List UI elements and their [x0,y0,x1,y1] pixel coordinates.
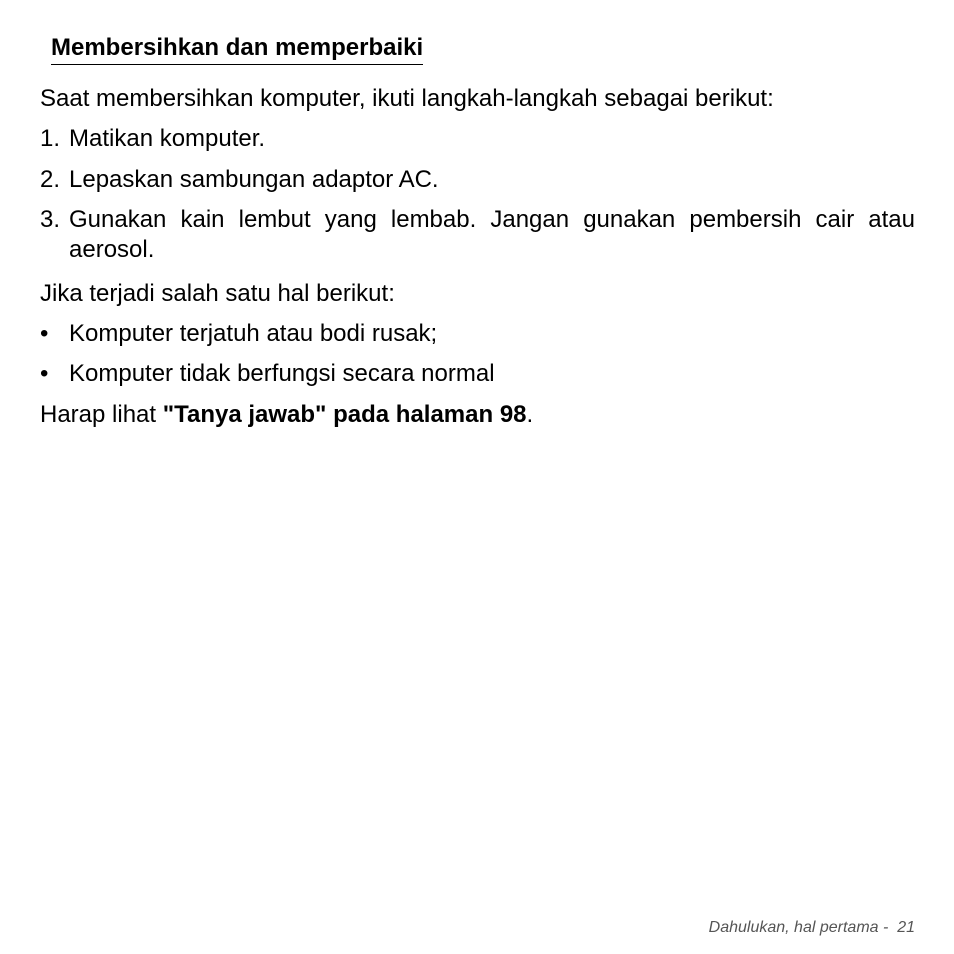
bullet-marker: • [40,320,49,347]
page-number: 21 [897,919,915,936]
step-text: Gunakan kain lembut yang lembab. Jangan gunakan pembersih cair atau aerosol. [69,206,915,263]
intro-paragraph: Saat membersihkan komputer, ikuti langkah-langkah sebagai berikut: [40,85,774,112]
bullet-text: Komputer tidak berfungsi secara normal [69,360,495,387]
bullet-text: Komputer terjatuh atau bodi rusak; [69,320,438,347]
page-footer [709,918,915,938]
step-text: Matikan komputer. [69,125,266,152]
step-number: 1. [40,125,61,152]
condition-intro: Jika terjadi salah satu hal berikut: [40,280,395,307]
bullet-item [40,319,915,349]
step-number: 3. [40,206,61,233]
section-heading: Membersihkan dan memperbaiki [51,33,423,65]
step-number: 2. [40,166,61,193]
footer-section: Dahulukan, hal pertama - [708,919,889,936]
bullet-marker: • [40,360,49,387]
reference-link[interactable]: "Tanya jawab" pada halaman 98 [162,401,527,428]
step-item [40,165,915,195]
step-text: Lepaskan sambungan adaptor AC. [69,166,439,193]
reference-paragraph [40,400,533,430]
reference-prefix: Harap lihat [40,401,163,428]
step-item [40,205,915,265]
bullet-item [40,359,915,389]
step-item [40,124,915,154]
reference-suffix: . [526,401,534,428]
